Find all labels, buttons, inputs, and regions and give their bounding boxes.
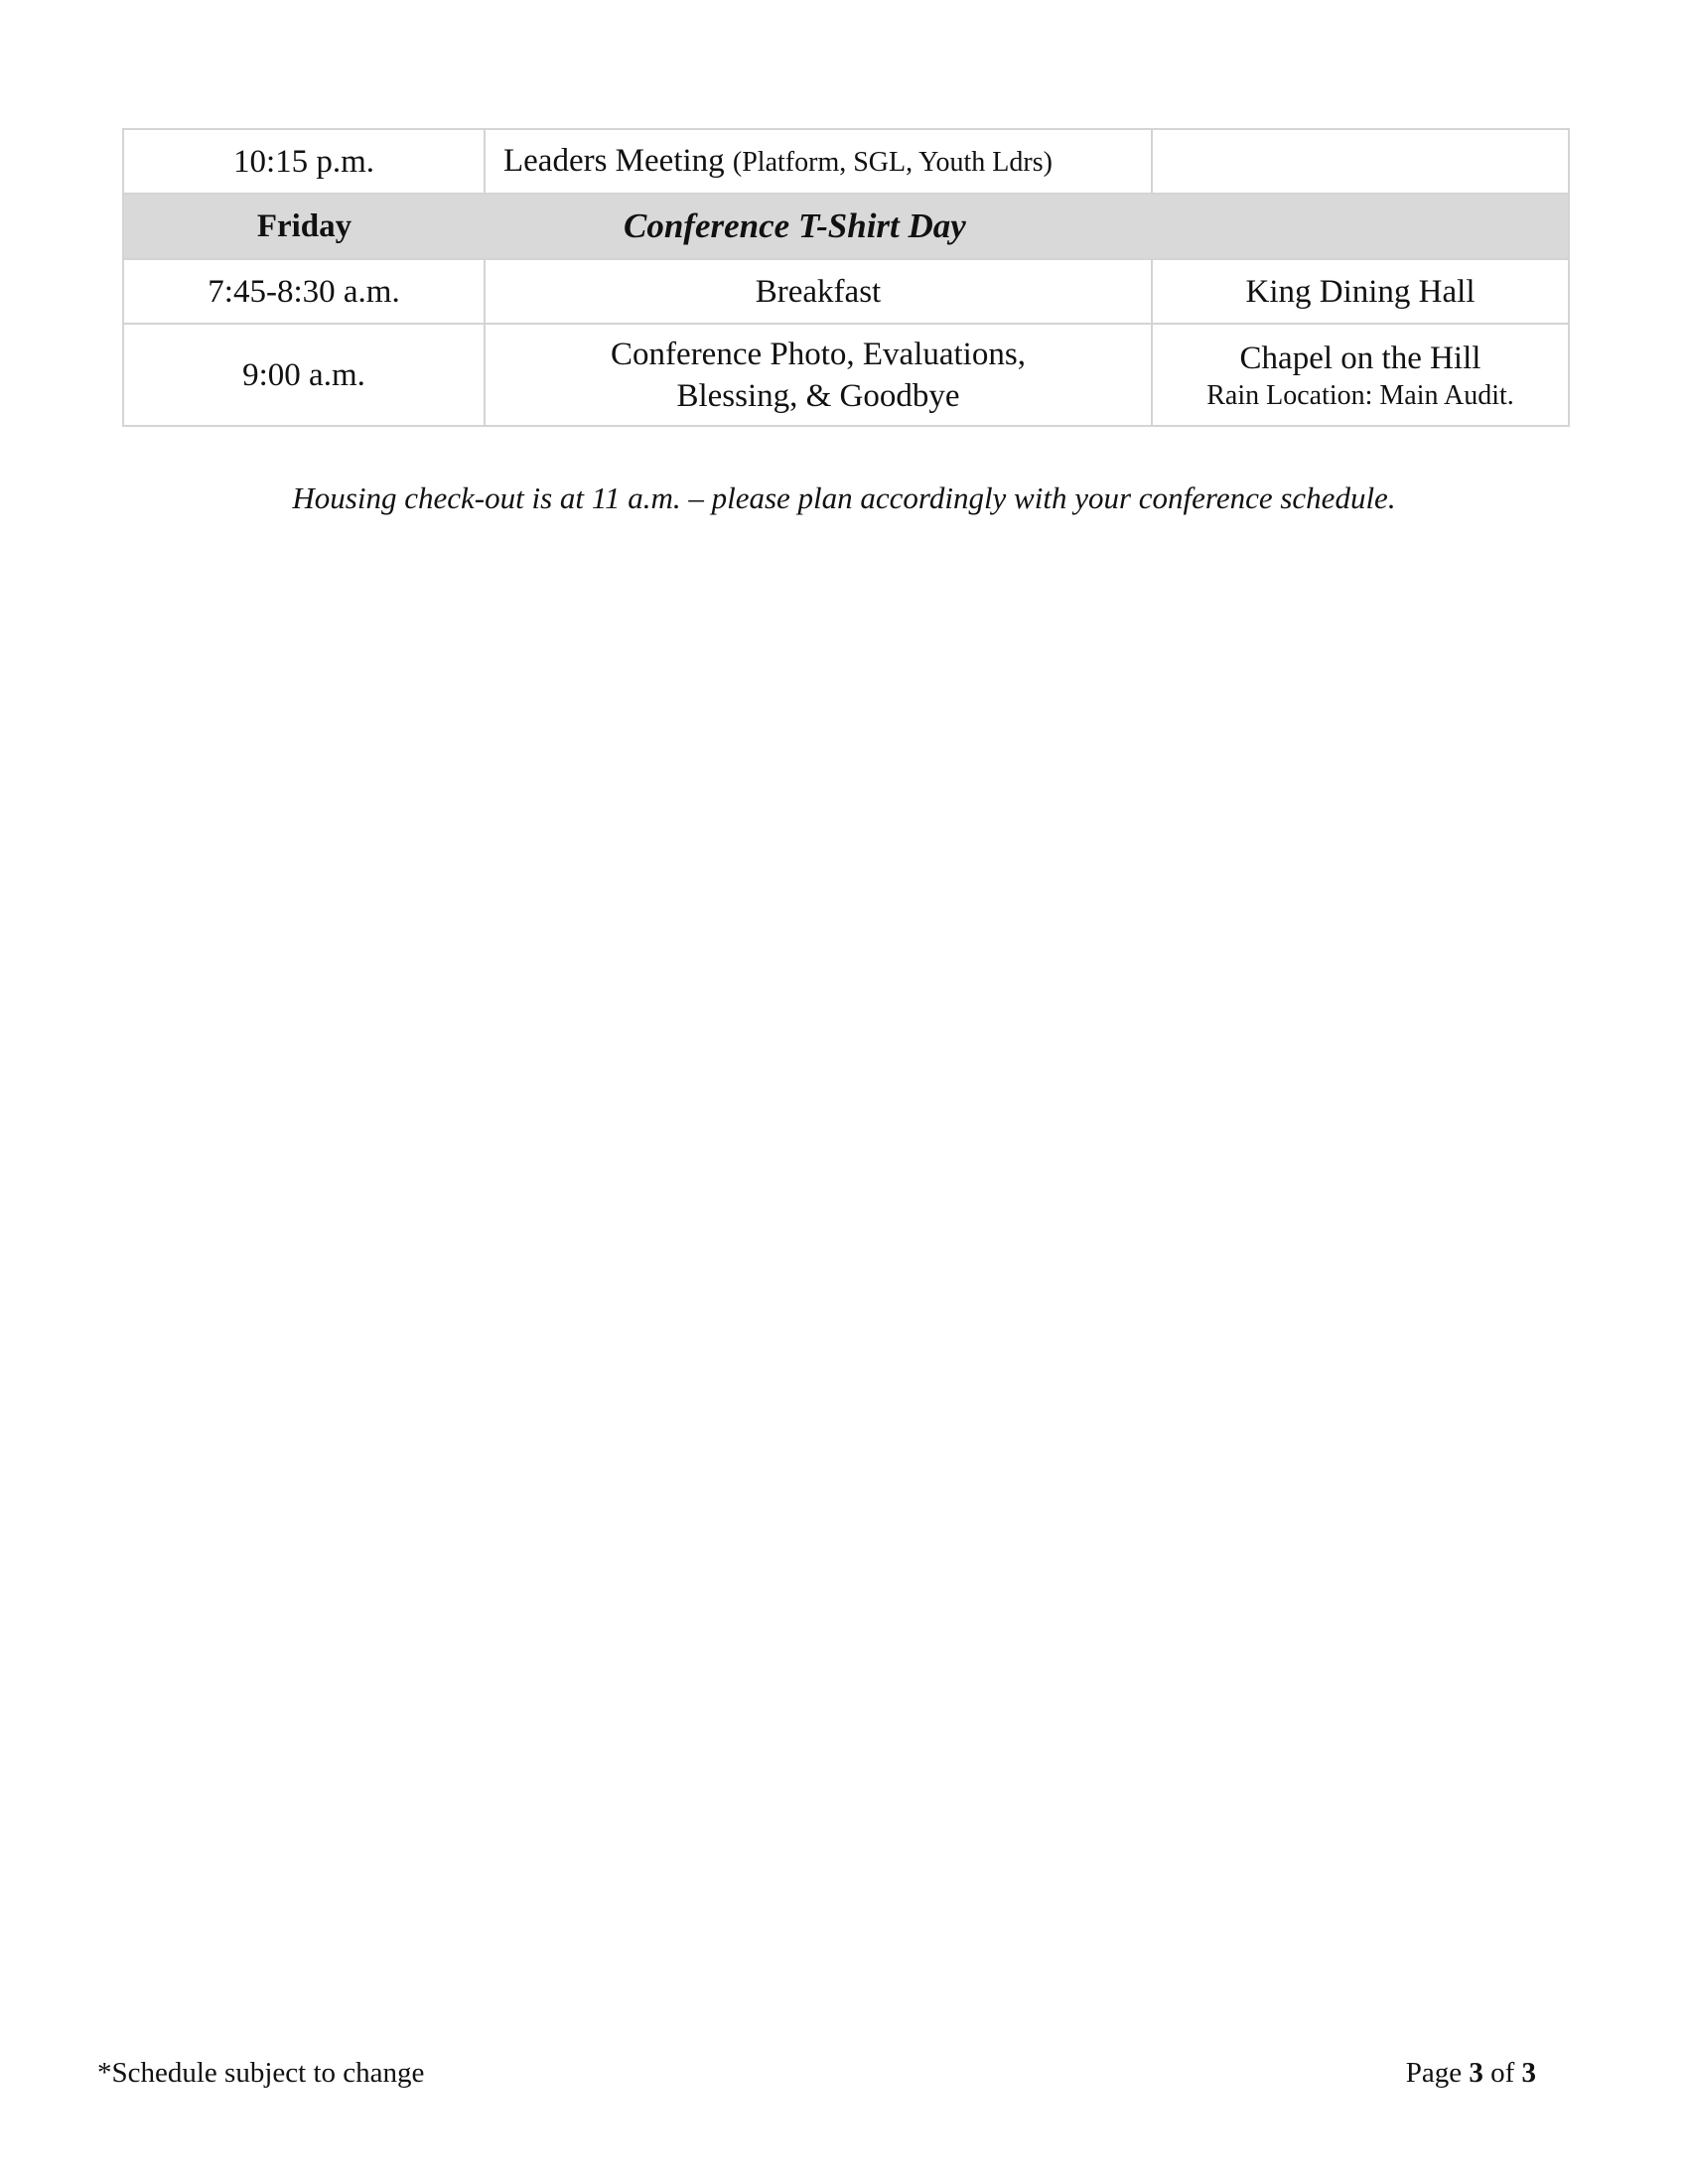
location-cell bbox=[1152, 129, 1569, 194]
page-prefix: Page bbox=[1405, 2057, 1463, 2089]
event-cell bbox=[485, 324, 1152, 426]
event-line-2: Blessing, & Goodbye bbox=[676, 377, 960, 414]
time-cell: 7:45-8:30 a.m. bbox=[123, 259, 485, 324]
table-row bbox=[123, 259, 1569, 324]
location-cell bbox=[1152, 324, 1569, 426]
day-theme: Conference T-Shirt Day bbox=[485, 194, 1569, 259]
table-row bbox=[123, 324, 1569, 426]
day-header-row bbox=[123, 194, 1569, 259]
page-number bbox=[1406, 2057, 1536, 2090]
table-row bbox=[123, 129, 1569, 194]
event-cell: Breakfast bbox=[485, 259, 1152, 324]
location-cell: King Dining Hall bbox=[1152, 259, 1569, 324]
footer-disclaimer: *Schedule subject to change bbox=[97, 2057, 425, 2089]
event-main: Leaders Meeting bbox=[503, 142, 725, 179]
page-of: of bbox=[1490, 2057, 1515, 2089]
schedule-table bbox=[122, 128, 1570, 427]
day-name: Friday bbox=[123, 194, 485, 259]
location-main: Chapel on the Hill bbox=[1239, 340, 1481, 376]
event-detail: (Platform, SGL, Youth Ldrs) bbox=[732, 146, 1053, 178]
location-note: Rain Location: Main Audit. bbox=[1206, 379, 1514, 411]
time-cell: 9:00 a.m. bbox=[123, 324, 485, 426]
time-cell: 10:15 p.m. bbox=[123, 129, 485, 194]
checkout-note: Housing check-out is at 11 a.m. – please plan accordingly with your conference schedule. bbox=[292, 480, 1396, 515]
event-cell bbox=[485, 129, 1152, 194]
page-total: 3 bbox=[1521, 2057, 1536, 2089]
page-current: 3 bbox=[1469, 2057, 1483, 2089]
event-line-1: Conference Photo, Evaluations, bbox=[611, 336, 1026, 372]
